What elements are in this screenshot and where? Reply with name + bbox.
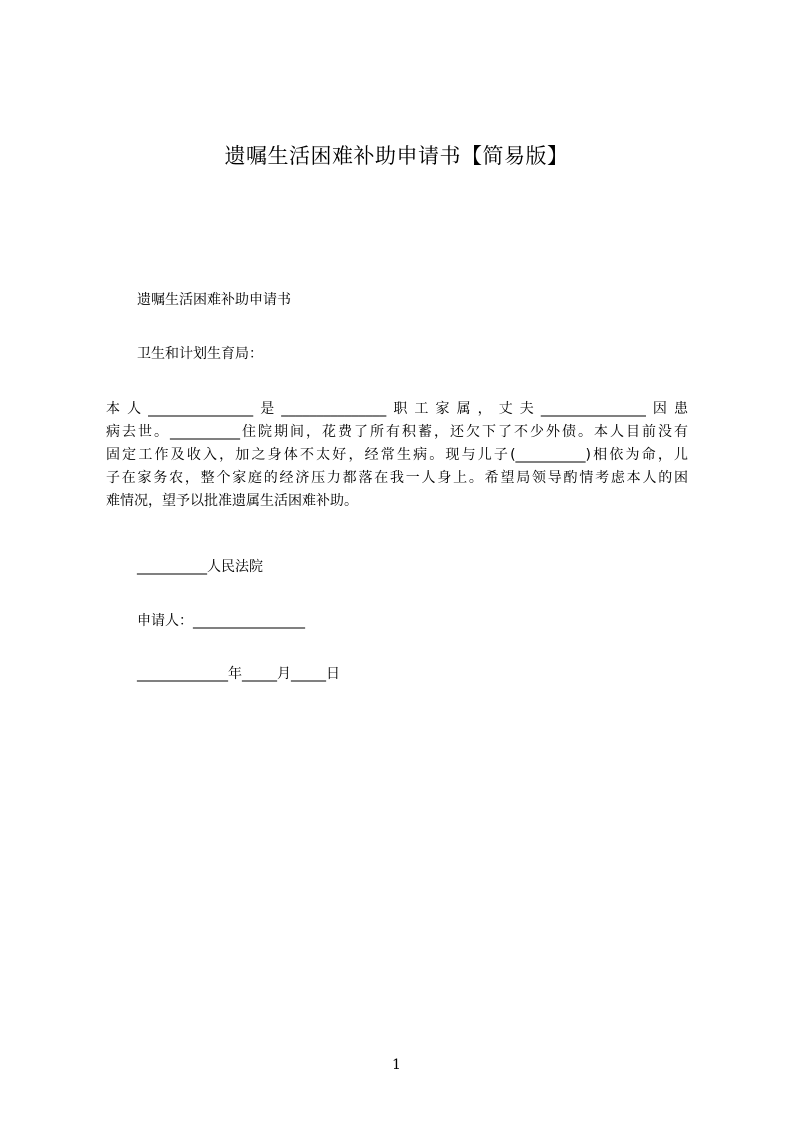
court-line: __________人民法院 <box>137 559 263 575</box>
document-subtitle: 遗嘱生活困难补助申请书 <box>137 292 291 308</box>
body-line: 病去世。__________住院期间，花费了所有积蓄，还欠下了不少外债。本人目前没有 <box>106 424 688 440</box>
body-line: 子在家务农，整个家庭的经济压力都落在我一人身上。希望局领导酌情考虑本人的困 <box>106 470 688 486</box>
body-paragraph <box>106 398 688 513</box>
body-line: 本人_______________是_______________职工家属，丈夫_______________因患 <box>106 401 688 417</box>
page-number: 1 <box>392 1057 401 1073</box>
body-line: 难情况，望予以批准遗属生活困难补助。 <box>106 493 358 509</box>
recipient-line: 卫生和计划生育局： <box>137 346 263 362</box>
document-title: 遗嘱生活困难补助申请书【简易版】 <box>224 144 569 168</box>
applicant-line: 申请人：________________ <box>137 613 305 629</box>
date-line: _____________年_____月_____日 <box>137 666 340 682</box>
body-line: 固定工作及收入，加之身体不太好，经常生病。现与儿子(__________)相依为命，儿 <box>106 447 688 463</box>
